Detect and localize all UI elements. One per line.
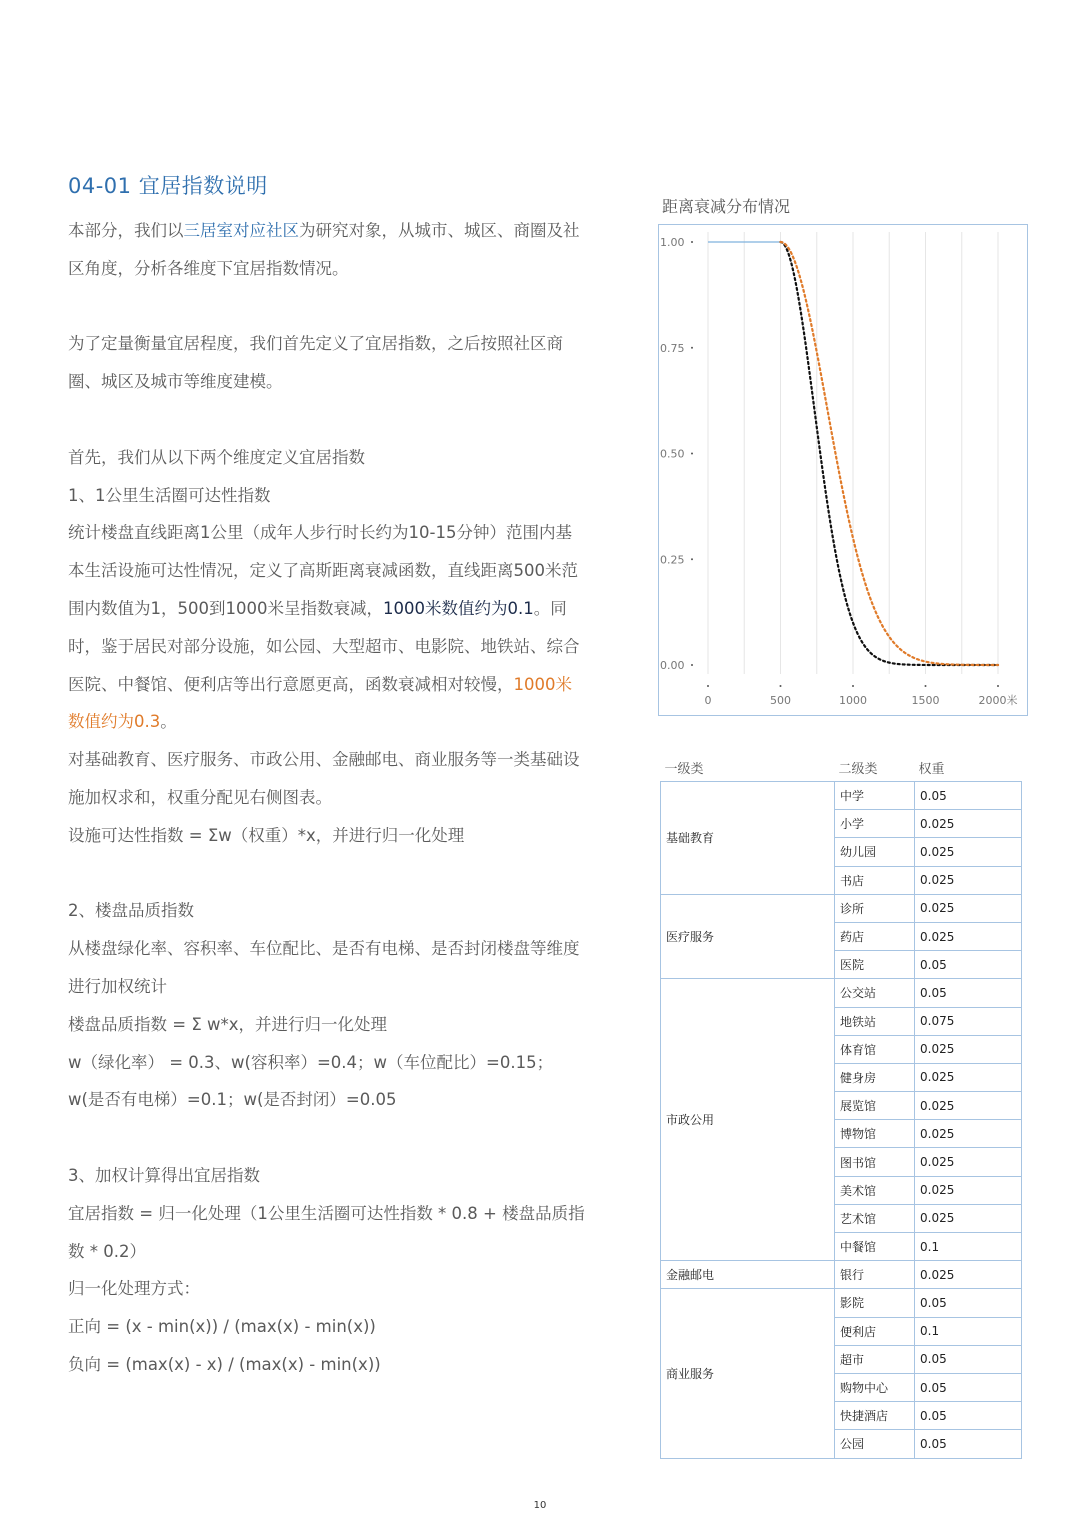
y-tick-label: 0.50	[660, 447, 685, 461]
category-cell: 金融邮电	[661, 1261, 835, 1289]
header-level1: 一级类	[664, 761, 704, 777]
y-tick-label: 0.00	[660, 659, 685, 672]
y-tick-mark	[691, 241, 693, 243]
weight-cell: 0.025	[915, 1063, 1022, 1091]
category-cell: 商业服务	[661, 1289, 835, 1458]
weights-table	[660, 753, 1022, 1459]
weight-cell: 0.025	[915, 866, 1022, 894]
subcategory-cell: 展览馆	[835, 1092, 915, 1120]
formula-accessibility: 设施可达性指数 = Σw（权重）*x，并进行归一化处理	[68, 825, 465, 845]
weights-quality-1: w（绿化率） = 0.3、w(容积率）=0.4；w（车位配比）=0.15；	[68, 1052, 554, 1072]
subcategory-cell: 公交站	[835, 979, 915, 1007]
table-row	[661, 894, 1022, 922]
weight-cell: 0.025	[915, 1176, 1022, 1204]
y-tick-mark	[691, 453, 693, 455]
x-tick-mark	[997, 685, 999, 687]
x-tick-label: 1000	[839, 694, 867, 707]
subcategory-cell: 艺术馆	[835, 1204, 915, 1232]
highlight-value-01: 1000米数值约为0.1	[382, 598, 534, 618]
y-tick-mark	[691, 558, 693, 560]
weight-cell: 0.075	[915, 1007, 1022, 1035]
subcategory-cell: 小学	[835, 810, 915, 838]
body-text	[68, 212, 588, 1384]
subcategory-cell: 影院	[835, 1289, 915, 1317]
decay-chart-svg	[658, 224, 1028, 716]
header-level2: 二级类	[838, 761, 878, 777]
subcategory-cell: 美术馆	[835, 1176, 915, 1204]
subcategory-cell: 健身房	[835, 1063, 915, 1091]
formula-negative: 负向 = (max(x) - x) / (max(x) - min(x))	[68, 1354, 381, 1374]
paragraph-weighting: 对基础教育、医疗服务、市政公用、金融邮电、商业服务等一类基础设施加权求和，权重分配见右侧图表。	[68, 750, 580, 807]
subcategory-cell: 药店	[835, 922, 915, 950]
weight-cell: 0.025	[915, 1035, 1022, 1063]
subcategory-cell: 中餐馆	[835, 1233, 915, 1261]
normalization-label: 归一化处理方式：	[68, 1279, 200, 1299]
heading-accessibility: 1、1公里生活圈可达性指数	[68, 485, 271, 505]
weight-cell: 0.05	[915, 979, 1022, 1007]
formula-quality: 楼盘品质指数 = Σ w*x，并进行归一化处理	[68, 1014, 387, 1034]
subcategory-cell: 博物馆	[835, 1120, 915, 1148]
section-title: 04-01 宜居指数说明	[68, 174, 268, 198]
subcategory-cell: 超市	[835, 1345, 915, 1373]
x-tick-label: 1500	[911, 694, 940, 707]
subcategory-cell: 银行	[835, 1261, 915, 1289]
subcategory-cell: 图书馆	[835, 1148, 915, 1176]
table-row	[661, 1261, 1022, 1289]
subcategory-cell: 公园	[835, 1430, 915, 1458]
x-tick-label: 500	[770, 694, 791, 707]
subcategory-cell: 购物中心	[835, 1373, 915, 1401]
y-tick-mark	[691, 347, 693, 349]
subcategory-cell: 书店	[835, 866, 915, 894]
weight-cell: 0.025	[915, 1204, 1022, 1232]
subcategory-cell: 幼儿园	[835, 838, 915, 866]
highlight-subject: 三居室对应社区	[183, 221, 299, 240]
table-row	[661, 782, 1022, 810]
weight-cell: 0.025	[915, 1120, 1022, 1148]
formula-positive: 正向 = (x - min(x)) / (max(x) - min(x))	[68, 1317, 376, 1337]
weight-cell: 0.1	[915, 1233, 1022, 1261]
subcategory-cell: 医院	[835, 951, 915, 979]
paragraph-accessibility: 统计楼盘直线距离1公里（成年人步行时长约为10-15分钟）范围内基本生活设施可达性情况，定义了高斯距离衰减函数，直线距离500米范围内数值为1，500到1000米呈指数衰减，1000米数值约为0.1。同时，鉴于居民对部分设施，如公园、大型超市、电影院、地铁站、综合医院、中餐馆、便利店等出行意愿更高，函数衰减相对较慢，1000米数值约为0.3。	[68, 523, 580, 732]
weight-cell: 0.025	[915, 838, 1022, 866]
paragraph-intro: 本部分，我们以三居室对应社区为研究对象，从城市、城区、商圈及社区角度，分析各维度下宜居指数情况。	[68, 221, 580, 278]
weight-cell: 0.05	[915, 1373, 1022, 1401]
paragraph-quality: 从楼盘绿化率、容积率、车位配比、是否有电梯、是否封闭楼盘等维度进行加权统计	[68, 939, 580, 996]
y-tick-mark	[691, 664, 693, 666]
weight-cell: 0.05	[915, 1345, 1022, 1373]
weight-cell: 0.05	[915, 1430, 1022, 1458]
x-tick-label: 2000米	[978, 694, 1018, 707]
weight-cell: 0.05	[915, 1289, 1022, 1317]
heading-livability: 3、加权计算得出宜居指数	[68, 1165, 260, 1185]
header-weight: 权重	[918, 761, 945, 777]
highlight-value-03: 1000米数值约为0.3	[68, 674, 572, 732]
paragraph-dimensions: 首先，我们从以下两个维度定义宜居指数	[68, 447, 365, 467]
weights-quality-2: w(是否有电梯）=0.1；w(是否封闭）=0.05	[68, 1090, 397, 1110]
subcategory-cell: 地铁站	[835, 1007, 915, 1035]
weight-cell: 0.025	[915, 922, 1022, 950]
subcategory-cell: 诊所	[835, 894, 915, 922]
subcategory-cell: 便利店	[835, 1317, 915, 1345]
weight-cell: 0.025	[915, 1148, 1022, 1176]
weight-cell: 0.025	[915, 1261, 1022, 1289]
paragraph-definition: 为了定量衡量宜居程度，我们首先定义了宜居指数，之后按照社区商圈、城区及城市等维度建模。	[68, 334, 563, 392]
x-tick-mark	[925, 685, 927, 687]
chart-frame	[659, 225, 1028, 716]
x-tick-mark	[707, 685, 709, 687]
weight-cell: 0.05	[915, 1402, 1022, 1430]
subcategory-cell: 体育馆	[835, 1035, 915, 1063]
weight-cell: 0.05	[915, 782, 1022, 810]
y-tick-label: 0.25	[660, 553, 685, 567]
x-tick-mark	[852, 685, 854, 687]
weight-cell: 0.05	[915, 951, 1022, 979]
page-number: 10	[533, 1500, 547, 1511]
x-tick-mark	[780, 685, 782, 687]
table-row	[661, 1289, 1022, 1317]
formula-livability: 宜居指数 = 归一化处理（1公里生活圈可达性指数 * 0.8 + 楼盘品质指数 * 0.2）	[68, 1203, 585, 1261]
category-cell: 市政公用	[661, 979, 835, 1261]
weight-cell: 0.1	[915, 1317, 1022, 1345]
category-cell: 基础教育	[661, 782, 835, 895]
weight-cell: 0.025	[915, 810, 1022, 838]
decay-chart	[658, 224, 1028, 716]
weight-cell: 0.025	[915, 1092, 1022, 1120]
heading-quality: 2、楼盘品质指数	[68, 901, 194, 921]
table-row	[661, 979, 1022, 1007]
subcategory-cell: 中学	[835, 782, 915, 810]
y-tick-label: 1.00	[660, 236, 685, 249]
y-tick-label: 0.75	[660, 341, 685, 355]
chart-title: 距离衰减分布情况	[662, 197, 791, 216]
weight-cell: 0.025	[915, 894, 1022, 922]
x-tick-label: 0	[704, 694, 712, 707]
category-cell: 医疗服务	[661, 894, 835, 979]
subcategory-cell: 快捷酒店	[835, 1402, 915, 1430]
